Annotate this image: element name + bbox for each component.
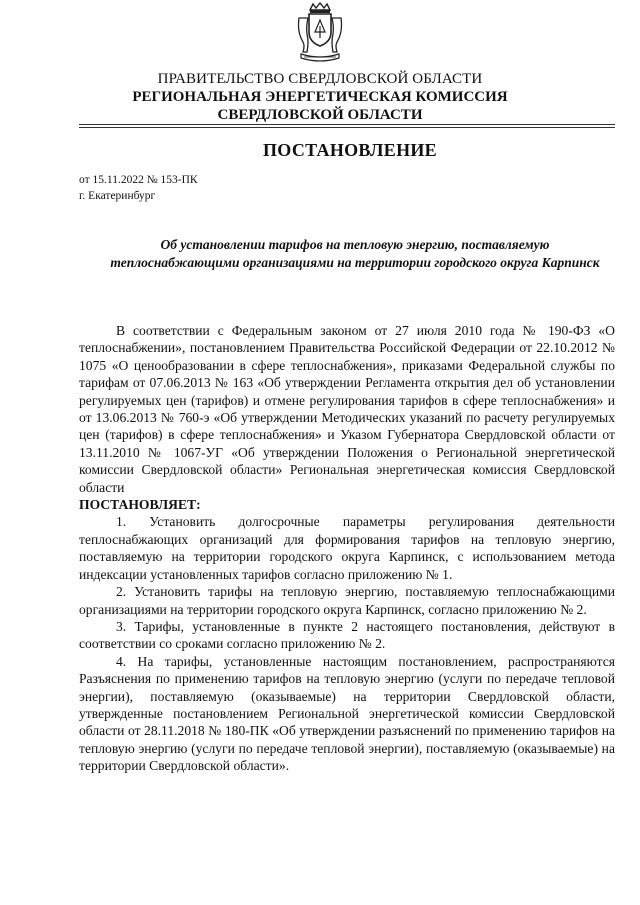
header-divider	[79, 124, 615, 125]
city: г. Екатеринбург	[79, 190, 156, 202]
item-2-paragraph: 2. Установить тарифы на тепловую энергию, поставляемую теплоснабжающими организациями на территории городского округа Карпинск, согласно приложению № 2.	[79, 584, 615, 617]
document-subject: Об установлении тарифов на тепловую энергию, поставляемую теплоснабжающими организациями на территории городского округа Карпинск	[110, 237, 600, 270]
coat-of-arms-icon	[295, 2, 345, 64]
item-3-paragraph: 3. Тарифы, установленные в пункте 2 настоящего постановления, действуют в соответствии со сроками согласно приложению № 2.	[79, 618, 615, 652]
header-government: ПРАВИТЕЛЬСТВО СВЕРДЛОВСКОЙ ОБЛАСТИ	[157, 71, 483, 87]
header-divider-secondary	[79, 127, 615, 128]
resolves-heading: ПОСТАНОВЛЯЕТ:	[79, 497, 201, 513]
item-4-paragraph: 4. На тарифы, установленные настоящим постановлением, распространяются Разъяснения по применению тарифов на тепловую энергию (услуги по передаче тепловой энергии), поставляемую (оказываемые) на территории Свердловской области, утвержденные постановлением Региональной энергетической комиссии Свердловской области от 28.11.2018 № 180-ПК «Об утверждении разъяснений по применению тарифов на тепловую энергию (услуги по передаче тепловой энергии), поставляемую (оказываемые) на территории Свердловской области».	[79, 653, 615, 774]
document-body	[79, 322, 615, 775]
document-title: ПОСТАНОВЛЕНИЕ	[263, 140, 437, 160]
preamble-paragraph: В соответствии с Федеральным законом от 27 июля 2010 года № 190-ФЗ «О теплоснабжении», постановлением Правительства Российской Федерации от 22.10.2012 № 1075 «О ценообразовании в сфере теплоснабжения», приказами Федеральной службы по тарифам от 07.06.2013 № 163 «Об утверждении Регламента открытия дел об установлении регулируемых цен (тарифов) и отмене регулирования тарифов в сфере теплоснабжения» и от 13.06.2013 № 760-э «Об утверждении Методических указаний по расчету регулируемых цен (тарифов) в сфере теплоснабжения» и Указом Губернатора Свердловской области от 13.11.2010 № 1067-УГ «Об утверждении Положения о Региональной энергетической комиссии Свердловской области» Региональная энергетическая комиссия Свердловской области	[79, 323, 615, 495]
header-region: СВЕРДЛОВСКОЙ ОБЛАСТИ	[217, 107, 423, 123]
item-1-paragraph: 1. Установить долгосрочные параметры регулирования деятельности теплоснабжающих организаций для формирования тарифов на тепловую энергию, поставляемую на территории городского округа Карпинск, с использованием метода индексации установленных тарифов согласно приложению № 1.	[79, 514, 615, 582]
header-commission: РЕГИОНАЛЬНАЯ ЭНЕРГЕТИЧЕСКАЯ КОМИССИЯ	[132, 89, 508, 105]
date-number: от 15.11.2022 № 153-ПК	[79, 174, 198, 186]
